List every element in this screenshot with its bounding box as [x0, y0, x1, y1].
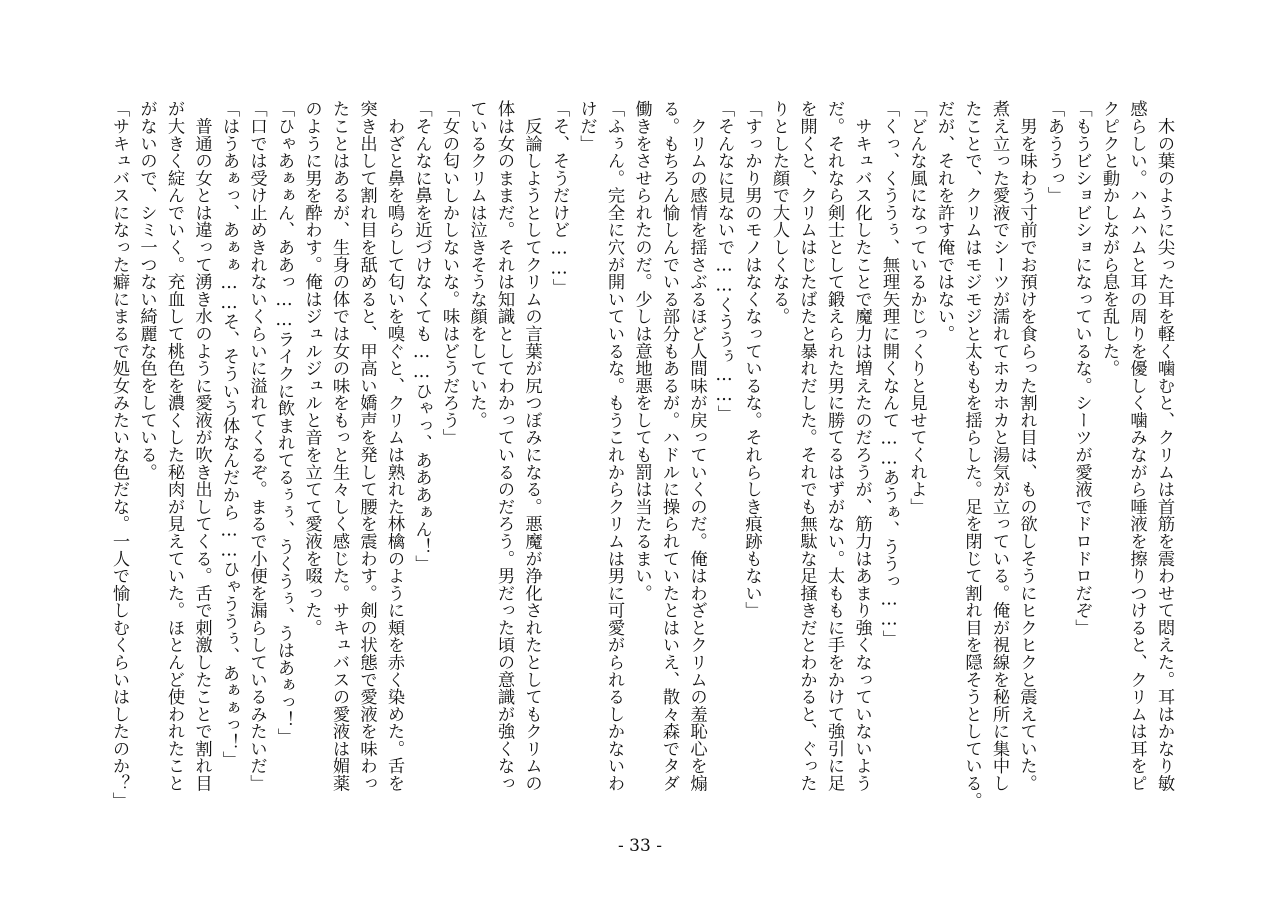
text-line: る。もちろん愉しんでいる部分もあるが。ハドルに操られていたとはいえ、散々森でタダ [659, 100, 679, 792]
text-line: りとした顔で大人しくなる。 [769, 100, 789, 325]
text-line: 「サキュバスになった癖にまるで処女みたいな色だな。一人で愉しむくらいはしたのか？」 [109, 100, 129, 809]
text-line: 「そんなに鼻を近づけなくても……ひゃっ、あああぁん！」 [411, 100, 432, 573]
text-line: サキュバス化したことで魔力は増えたのだろうが、筋力はあまり強くなっていないよう [851, 100, 872, 792]
text-line: 「ふぅん。完全に穴が開いているな。もうこれからクリムは男に可愛がられるしかないわ [604, 100, 624, 792]
text-line: けだ」 [576, 100, 597, 152]
text-line: 突き出して割れ目を舐めると、甲高い嬌声を発して腰を震わす。剣の状態で愛液を味わっ [356, 100, 377, 792]
text-line: 「口では受け止めきれないくらいに溢れてくるぞ。まるで小便を漏らしているみたいだ」 [246, 100, 267, 792]
text-line: 「女の匂いしかしないな。味はどうだろう」 [439, 100, 459, 446]
text-line: クピクと動かしながら息を乱した。 [1099, 100, 1119, 377]
text-line: 男を味わう寸前でお預けを食らった割れ目は、もの欲しそうにヒクヒクと震えていた。 [1016, 100, 1037, 792]
text-line: たことはあるが、生身の体では女の味をもっと生々しく感じた。サキュバスの愛液は媚薬 [329, 100, 349, 792]
text-line: 体は女のままだ。それは知識としてわかっているのだろう。男だった頃の意識が強くなっ [494, 100, 514, 792]
text-line: 木の葉のように尖った耳を軽く噛むと、クリムは首筋を震わせて悶えた。耳はかなり敏 [1154, 100, 1174, 792]
text-line: わざと鼻を鳴らして匂いを嗅ぐと、クリムは熟れた林檎のように頬を赤く染めた。舌を [384, 100, 404, 792]
text-line: 「はうあぁっ、あぁぁ……そ、そういう体なんだから……ひゃううぅ、あぁぁっ！」 [219, 100, 239, 768]
text-line: 煮え立った愛液でシーツが濡れてホカホカと湯気が立っている。俺が視線を秘所に集中し [989, 100, 1009, 792]
text-line: 普通の女とは違って湧き水のように愛液が吹き出してくる。舌で刺激したことで割れ目 [191, 100, 212, 792]
page-number: - 33 - [618, 836, 662, 856]
text-line: 「すっかり男のモノはなくなっているな。それらしき痕跡もない」 [741, 100, 762, 619]
text-line: クリムの感情を揺さぶるほど人間味が戻っていくのだ。俺はわざとクリムの羞恥心を煽 [686, 100, 707, 792]
text-line: 「くっ、くううぅ、無理矢理に開くなんて……あうぁ、ううっ……」 [879, 100, 899, 647]
text-line: 働きをさせられたのだ。少しは意地悪をしても罰は当たるまい。 [631, 100, 652, 602]
text-line: だ。それなら剣士として鍛えられた男に勝てるはずがない。太ももに手をかけて強引に足 [824, 100, 844, 792]
text-line: 「そんなに見ないで……くううぅ……」 [714, 100, 734, 423]
text-line: だが、それを許す俺ではない。 [934, 100, 954, 343]
text-line: 「どんな風になっているかじっくりと見せてくれよ」 [906, 100, 927, 515]
text-line: がないので、シミ一つない綺麗な色をしている。 [136, 100, 157, 481]
text-line: のように男を酔わす。俺はジュルジュルと音を立てて愛液を啜った。 [301, 100, 322, 636]
text-line: 「もうビショビショになっているな。シーツが愛液でドロドロだぞ」 [1071, 100, 1092, 636]
text-line: 感らしい。ハムハムと耳の周りを優しく噛みながら唾液を擦りつけると、クリムは耳をピ [1126, 100, 1147, 792]
text-line: 「ひゃあぁぁん、ああっ……ライクに飲まれてるぅぅ、うくうぅ、うはあぁっ！」 [274, 100, 294, 746]
vertical-text-body [105, 100, 1178, 809]
text-line: ているクリムは泣きそうな顔をしていた。 [466, 100, 487, 429]
text-line: が大きく綻んでいく。充血して桃色を濃くした秘肉が見えていた。ほとんど使われたこと [164, 100, 184, 792]
text-line: 反論しようとしてクリムの言葉が尻つぼみになる。悪魔が浄化されたとしてもクリムの [521, 100, 542, 792]
text-line: を開くと、クリムはじたばたと暴れだした。それでも無駄な足掻きだとわかると、ぐった [796, 100, 817, 792]
text-line: たことで、クリムはモジモジと太ももを揺らした。足を閉じて割れ目を隠そうとしている。 [961, 100, 982, 809]
text-line: 「あううっ」 [1044, 100, 1064, 204]
text-line: 「そ、そうだけど……」 [549, 100, 569, 296]
